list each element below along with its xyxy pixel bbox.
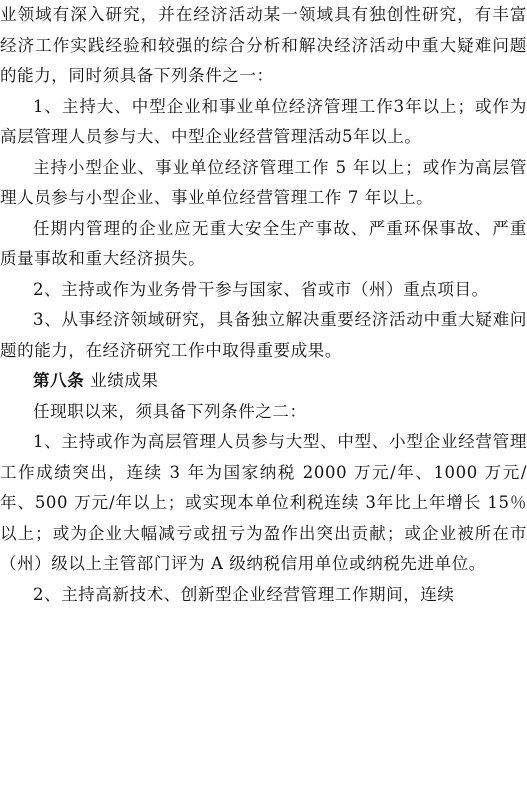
paragraph-item-3: 3、从事经济领域研究，具备独立解决重要经济活动中重大疑难问题的能力，在经济研究工作中取得重要成果。 [0,310,527,360]
paragraph-intro: 业领域有深入研究，并在经济活动某一领域具有独创性研究，有丰富经济工作实践经验和较强的综合分析和解决经济活动中重大疑难问题的能力，同时须具备下列条件之一： [0,5,527,85]
paragraph-item-2: 2、主持或作为业务骨干参与国家、省或市（州）重点项目。 [33,279,489,299]
article-heading [0,366,527,397]
paragraph-small-enterprise: 主持小型企业、事业单位经济管理工作 5 年以上；或作为高层管理人员参与小型企业、事业单位经营管理工作 7 年以上。 [0,157,527,207]
article-label: 第八条 [33,371,85,390]
paragraph-safety: 任期内管理的企业应无重大安全生产事故、严重环保事故、严重质量事故和重大经济损失。 [0,218,527,268]
paragraph-perf-1: 1、主持或作为高层管理人员参与大型、中型、小型企业经营管理工作成绩突出，连续 3 年为国家纳税 2000 万元/年、1000 万元/年、500 万元/年以上；或实现本单位利税连续 3年比上年增长 15％以上；或为企业大幅减亏或扭亏为盈作出突出贡献；或企业被所在市（州）级以上主管部门评为 A 级纳税信用单位或纳税先进单位。 [0,432,527,573]
paragraph-item-1: 1、主持大、中型企业和事业单位经济管理工作3年以上；或作为高层管理人员参与大、中型企业经营管理活动5年以上。 [0,96,527,146]
paragraph-conditions: 任现职以来，须具备下列条件之二： [33,401,307,421]
paragraph-perf-2: 2、主持高新技术、创新型企业经营管理工作期间，连续 [33,584,455,604]
article-title: 业绩成果 [90,371,159,390]
